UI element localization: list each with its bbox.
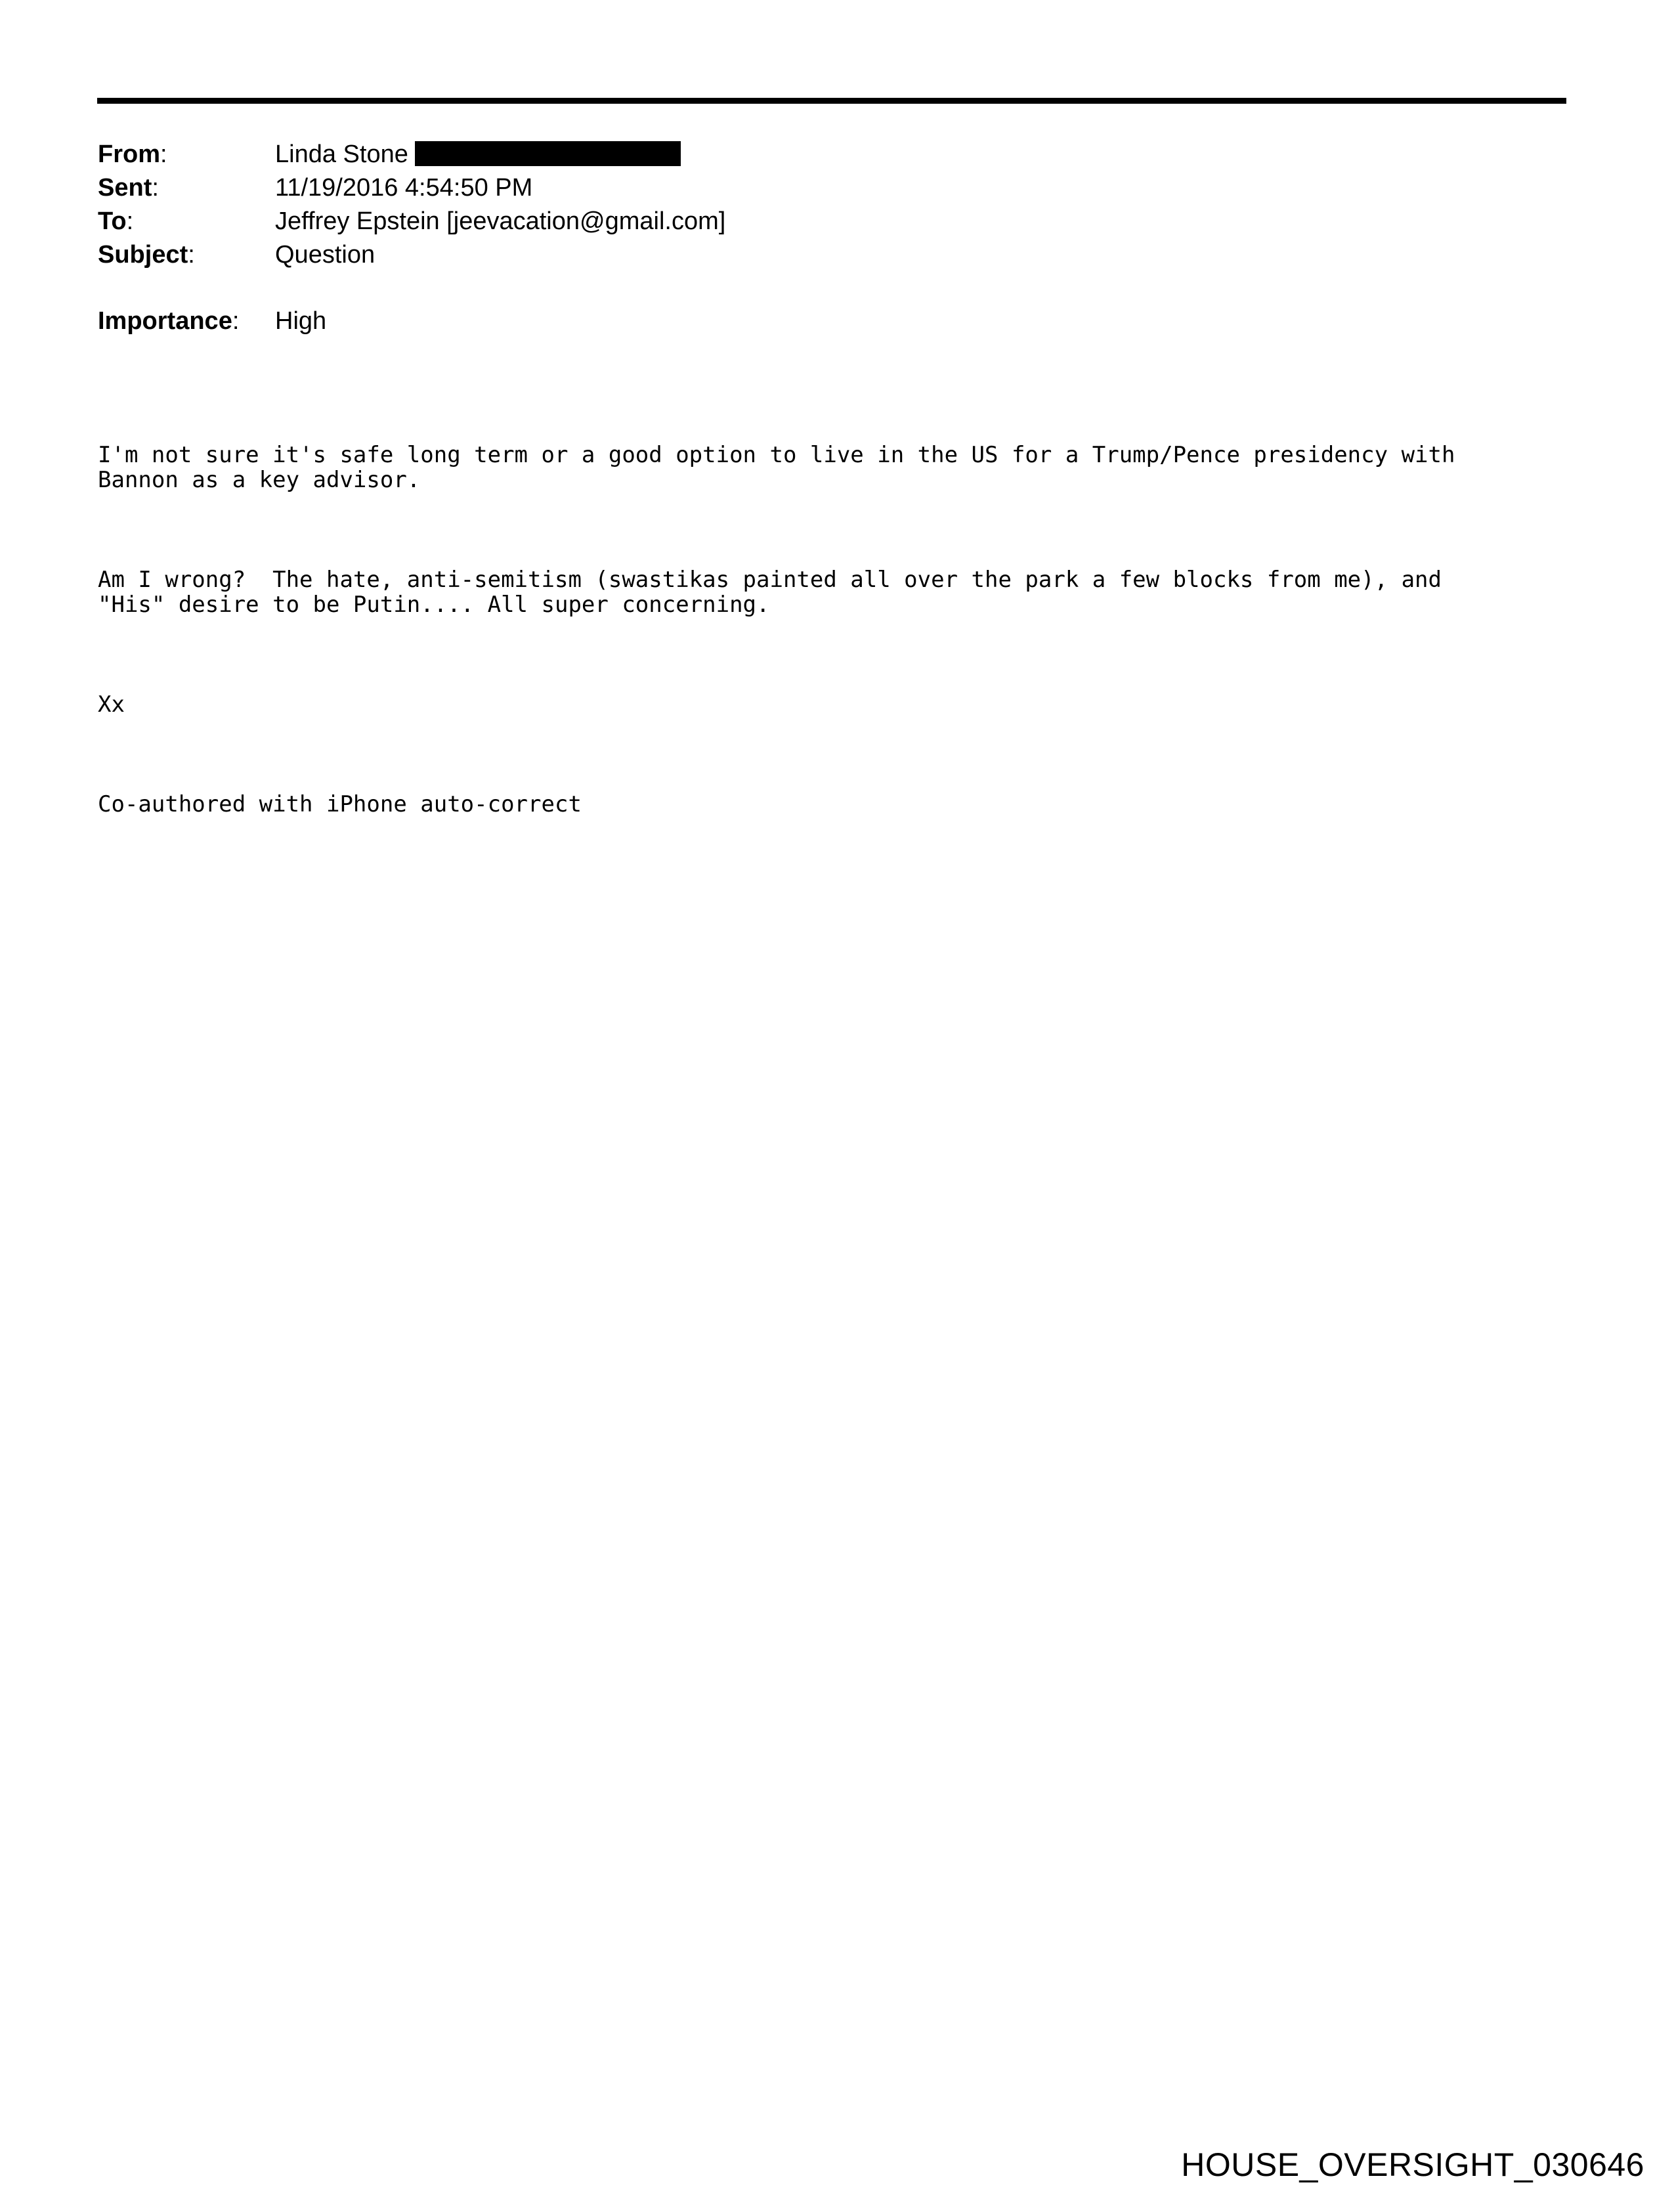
redaction-bar [415,141,681,166]
email-header [98,138,725,338]
body-signoff: Xx [98,691,125,718]
sent-label: Sent: [98,174,159,202]
to-label: To: [98,207,134,235]
sent-value: 11/19/2016 4:54:50 PM [275,174,533,202]
to-row [98,205,725,238]
body-paragraph-2: Am I wrong? The hate, anti-semitism (swastikas painted all over the park a few blocks from me), and "His" desire to be Putin.... All super concerning. [98,567,1442,618]
subject-value: Question [275,241,376,269]
email-body [98,393,1568,842]
subject-label: Subject: [98,241,195,269]
body-signature: Co-authored with iPhone auto-correct [98,791,582,817]
sent-row [98,171,725,205]
body-paragraph-1: I'm not sure it's safe long term or a good option to live in the US for a Trump/Pence presidency with Bannon as a key advisor. [98,442,1455,493]
from-row [98,138,725,171]
subject-row [98,238,725,272]
from-value: Linda Stone [275,138,681,171]
to-value: Jeffrey Epstein [jeevacation@gmail.com] [275,207,726,235]
importance-row [98,305,725,338]
bates-number: HOUSE_OVERSIGHT_030646 [1181,2146,1644,2183]
importance-label: Importance: [98,307,240,335]
header-rule [97,98,1566,104]
from-label: From: [98,141,167,168]
importance-value: High [275,307,327,335]
